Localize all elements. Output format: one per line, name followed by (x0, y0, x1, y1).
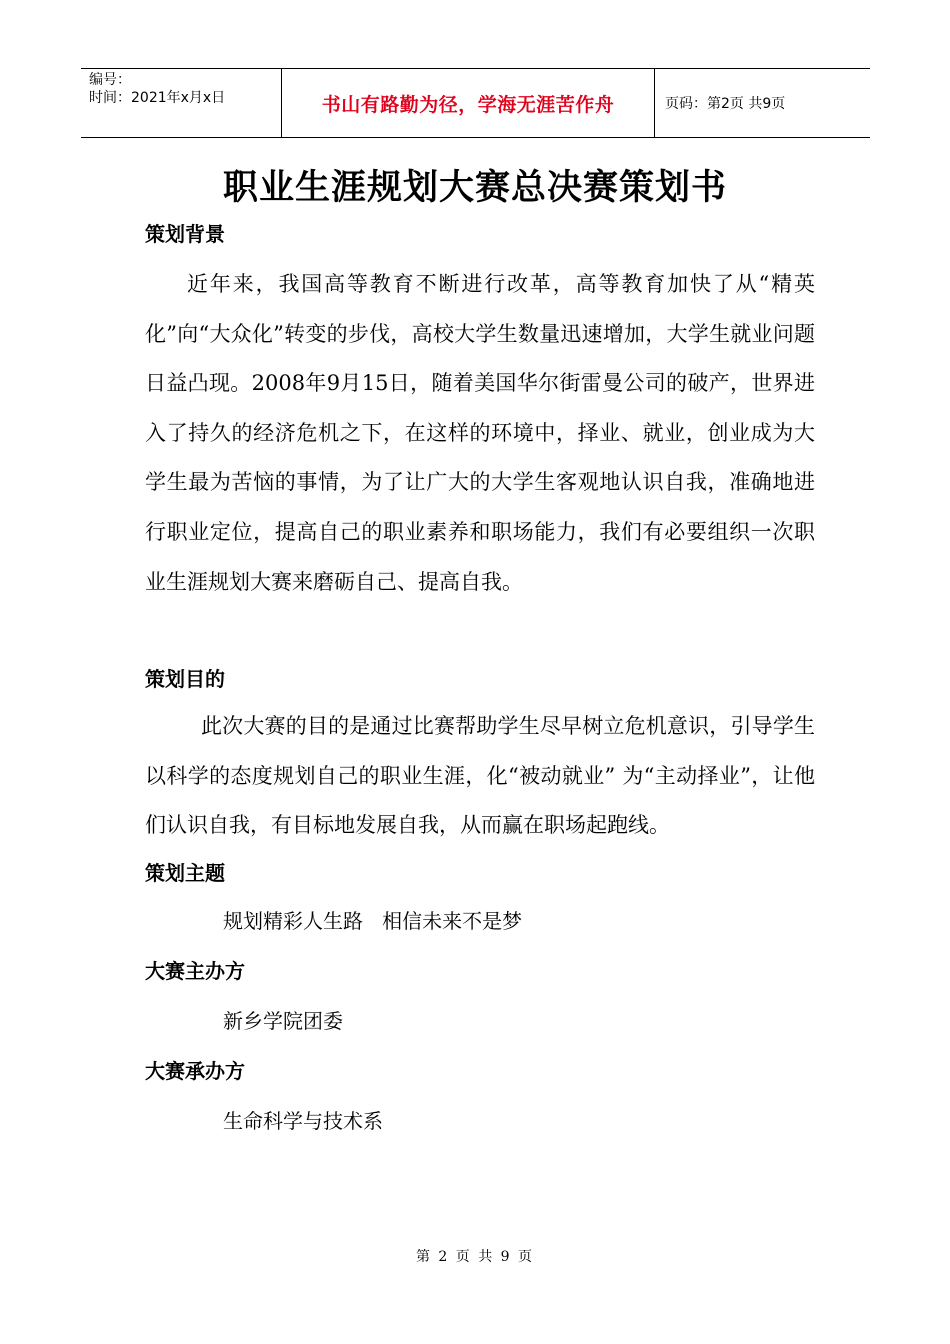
organizer-text: 新乡学院团委 (223, 1008, 343, 1033)
paragraph-purpose: 此次大赛的目的是通过比赛帮助学生尽早树立危机意识，引导学生以科学的态度规划自己的职业生涯，化“被动就业” 为“主动择业”，让他们认识自我，有目标地发展自我，从而赢在职场起跑线。 (145, 714, 815, 838)
section-heading-organizer: 大赛主办方 (145, 958, 245, 983)
header-meta (81, 69, 281, 137)
undertaker-text: 生命科学与技术系 (223, 1108, 383, 1133)
document-body (145, 214, 815, 1146)
theme-text: 规划精彩人生路 相信未来不是梦 (223, 908, 523, 933)
document-header (81, 68, 870, 138)
number-label: 编号： (89, 72, 131, 88)
paragraph-background: 近年来，我国高等教育不断进行改革，高等教育加快了从“精英化”向“大众化”转变的步伐，高校大学生数量迅速增加，大学生就业问题日益凸现。2008年9月15日，随着美国华尔街雷曼公司的破产，世界进入了持久的经济危机之下，在这样的环境中，择业、就业，创业成为大学生最为苦恼的事情，为了让广大的大学生客观地认识自我，准确地进行职业定位，提高自己的职业素养和职场能力，我们有必要组织一次职业生涯规划大赛来磨砺自己、提高自我。 (145, 272, 815, 594)
section-heading-purpose: 策划目的 (145, 667, 225, 692)
header-page-info: 页码：第2页 共9页 (665, 96, 786, 112)
date-line: 时间：2021年x月x日 (89, 90, 226, 106)
document-title: 职业生涯规划大赛总决赛策划书 (222, 168, 727, 208)
section-heading-theme: 策划主题 (145, 860, 225, 885)
page-footer: 第 2 页 共 9 页 (415, 1249, 535, 1265)
section-heading-background: 策划背景 (145, 222, 225, 246)
section-heading-undertaker: 大赛承办方 (145, 1058, 245, 1083)
header-motto: 书山有路勤为径，学海无涯苦作舟 (281, 69, 655, 137)
